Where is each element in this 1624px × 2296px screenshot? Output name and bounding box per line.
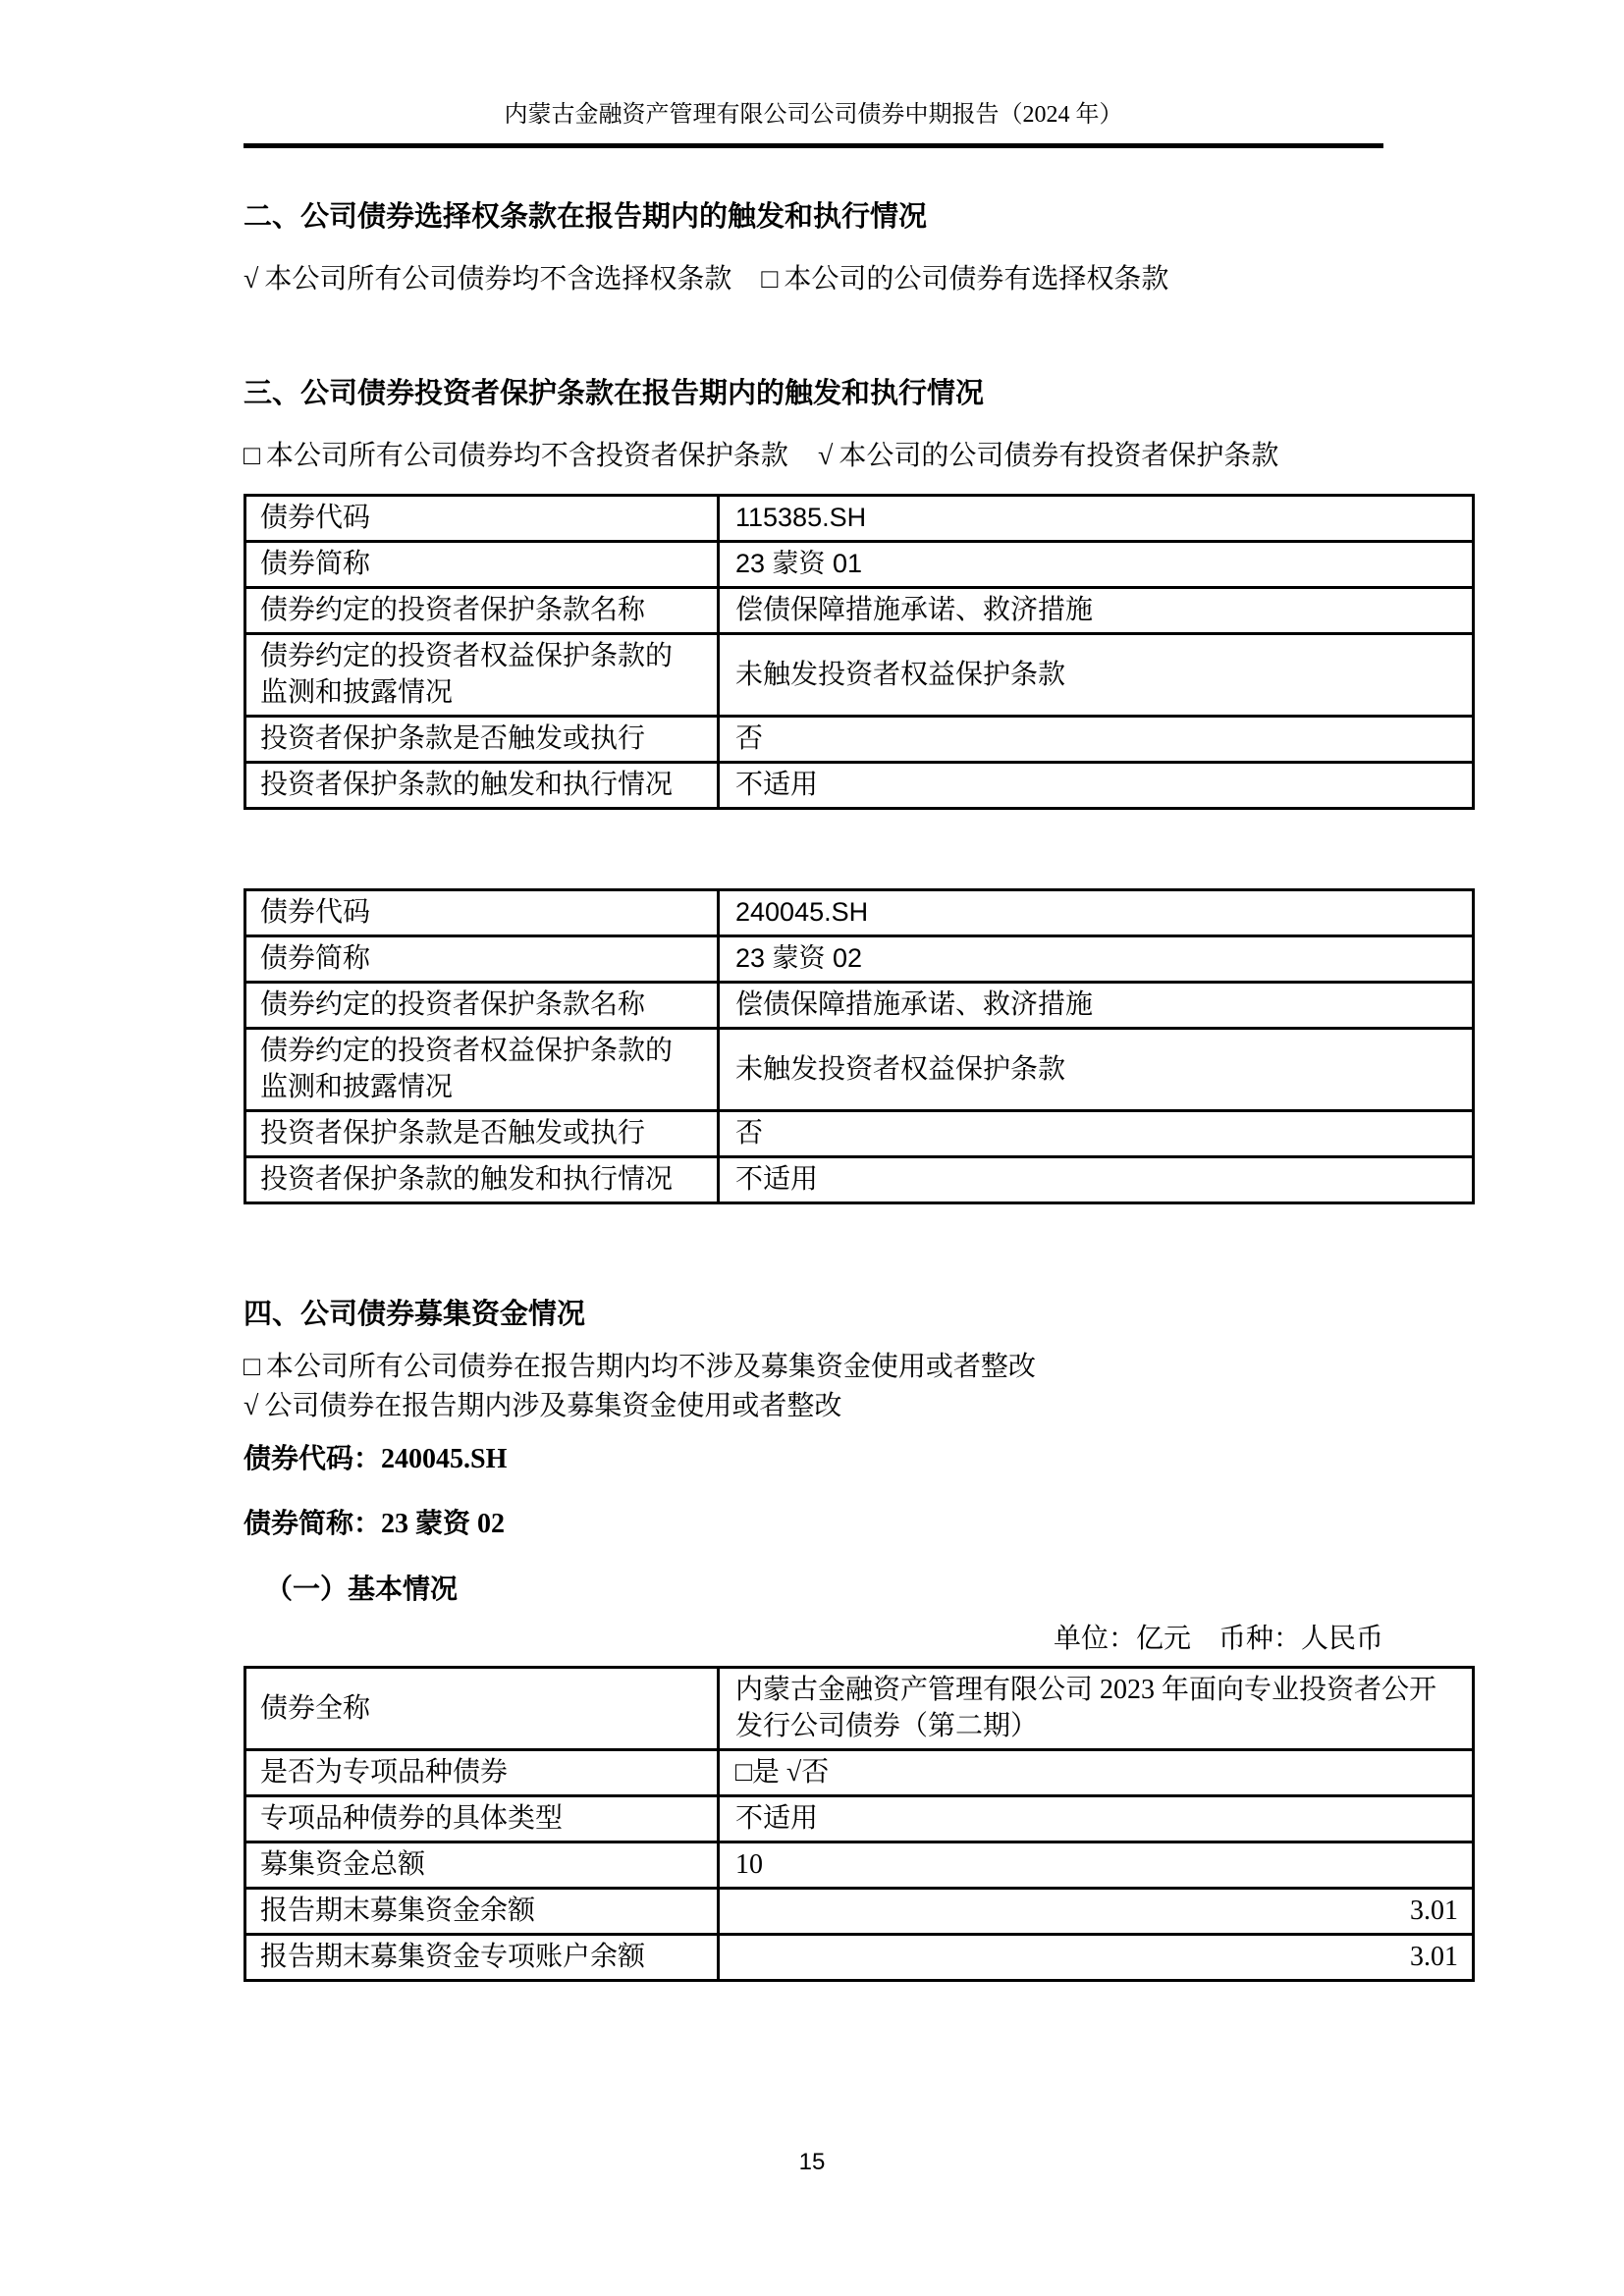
row-label: 债券全称 <box>245 1668 719 1750</box>
row-label: 投资者保护条款的触发和执行情况 <box>245 763 719 809</box>
table-row <box>245 1796 1474 1842</box>
row-label: 债券约定的投资者保护条款名称 <box>245 983 719 1029</box>
row-value: 偿债保障措施承诺、救济措施 <box>719 588 1474 634</box>
table-row <box>245 1111 1474 1157</box>
row-label: 债券代码 <box>245 890 719 936</box>
section-2-title: 二、公司债券选择权条款在报告期内的触发和执行情况 <box>244 201 928 233</box>
unit-currency-note: 单位：亿元 币种：人民币 <box>1053 1624 1383 1654</box>
row-value: 不适用 <box>719 1796 1474 1842</box>
row-label: 债券约定的投资者权益保护条款的监测和披露情况 <box>245 1029 719 1111</box>
row-value: 内蒙古金融资产管理有限公司 2023 年面向专业投资者公开发行公司债券（第二期） <box>719 1668 1474 1750</box>
row-label: 债券约定的投资者权益保护条款的监测和披露情况 <box>245 634 719 717</box>
bond-code-label: 债券代码： <box>244 1444 382 1474</box>
row-label: 债券简称 <box>245 542 719 588</box>
header-title: 内蒙古金融资产管理有限公司公司债券中期报告（2024 年） <box>504 102 1123 128</box>
checkmark-icon: √ <box>244 264 259 294</box>
fundraising-basic-info-table <box>244 1666 1475 1982</box>
row-value: 3.01 <box>719 1935 1474 1981</box>
table-row <box>245 890 1474 936</box>
table-row <box>245 588 1474 634</box>
checkbox-icon: □ <box>244 441 260 471</box>
table-row <box>245 1157 1474 1203</box>
table-row <box>245 936 1474 983</box>
table-row <box>245 1668 1474 1750</box>
row-value: 不适用 <box>719 763 1474 809</box>
section-4-options <box>244 1348 1383 1426</box>
option-checked <box>818 441 1278 471</box>
section-3-options <box>244 437 1383 476</box>
option-checked <box>244 1387 1383 1426</box>
option-label: 本公司所有公司债券均不含选择权条款 <box>264 264 732 294</box>
row-value: 3.01 <box>719 1889 1474 1935</box>
subsection-basic-info-title: （一）基本情况 <box>265 1574 459 1604</box>
option-label: 本公司所有公司债券均不含投资者保护条款 <box>265 441 788 471</box>
bond-2-protection-table <box>244 888 1475 1204</box>
table-row <box>245 1935 1474 1981</box>
row-value: 10 <box>719 1842 1474 1889</box>
checkbox-icon: □ <box>244 1352 260 1382</box>
section-3-title: 三、公司债券投资者保护条款在报告期内的触发和执行情况 <box>244 378 985 409</box>
row-value: 115385.SH <box>719 496 1474 542</box>
row-label: 债券约定的投资者保护条款名称 <box>245 588 719 634</box>
bond-code-value: 240045.SH <box>381 1444 508 1474</box>
row-label: 投资者保护条款是否触发或执行 <box>245 1111 719 1157</box>
bond-code-line <box>244 1440 1383 1479</box>
checkbox-icon: □ <box>761 264 779 294</box>
table-row <box>245 763 1474 809</box>
table-row <box>245 634 1474 717</box>
bond-abbr-label: 债券简称： <box>244 1509 382 1539</box>
row-value: 未触发投资者权益保护条款 <box>719 634 1474 717</box>
page-header <box>244 98 1383 148</box>
table-row <box>245 542 1474 588</box>
checkmark-icon: √ <box>817 441 834 471</box>
bond-1-protection-table <box>244 494 1475 810</box>
row-label: 募集资金总额 <box>245 1842 719 1889</box>
row-label: 债券代码 <box>245 496 719 542</box>
row-value: 偿债保障措施承诺、救济措施 <box>719 983 1474 1029</box>
bond-abbr-value: 23 蒙资 02 <box>381 1509 506 1539</box>
section-2-options <box>244 260 1383 299</box>
row-value: □是 √否 <box>719 1750 1474 1796</box>
row-label: 投资者保护条款的触发和执行情况 <box>245 1157 719 1203</box>
option-label: 公司债券在报告期内涉及募集资金使用或者整改 <box>264 1391 842 1421</box>
option-unchecked <box>761 264 1168 294</box>
bond-abbr-line <box>244 1505 1383 1544</box>
table-row <box>245 1029 1474 1111</box>
section-4-title: 四、公司债券募集资金情况 <box>244 1299 586 1330</box>
table-row <box>245 1842 1474 1889</box>
row-label: 是否为专项品种债券 <box>245 1750 719 1796</box>
option-checked <box>244 264 731 294</box>
option-unchecked <box>244 1348 1383 1387</box>
table-row <box>245 1889 1474 1935</box>
table-row <box>245 717 1474 763</box>
page-number: 15 <box>798 2149 826 2175</box>
row-label: 报告期末募集资金余额 <box>245 1889 719 1935</box>
table-row <box>245 1750 1474 1796</box>
option-unchecked <box>244 441 788 471</box>
row-label: 投资者保护条款是否触发或执行 <box>245 717 719 763</box>
option-label: 本公司所有公司债券在报告期内均不涉及募集资金使用或者整改 <box>265 1352 1036 1382</box>
row-value: 240045.SH <box>719 890 1474 936</box>
option-label: 本公司的公司债券有选择权条款 <box>784 264 1169 294</box>
checkmark-icon: √ <box>244 1391 259 1421</box>
row-value: 否 <box>719 1111 1474 1157</box>
table-row <box>245 496 1474 542</box>
row-value: 未触发投资者权益保护条款 <box>719 1029 1474 1111</box>
row-label: 报告期末募集资金专项账户余额 <box>245 1935 719 1981</box>
row-value: 23 蒙资 01 <box>719 542 1474 588</box>
row-value: 否 <box>719 717 1474 763</box>
row-label: 专项品种债券的具体类型 <box>245 1796 719 1842</box>
option-label: 本公司的公司债券有投资者保护条款 <box>839 441 1279 471</box>
row-value: 23 蒙资 02 <box>719 936 1474 983</box>
table-row <box>245 983 1474 1029</box>
row-value: 不适用 <box>719 1157 1474 1203</box>
row-label: 债券简称 <box>245 936 719 983</box>
